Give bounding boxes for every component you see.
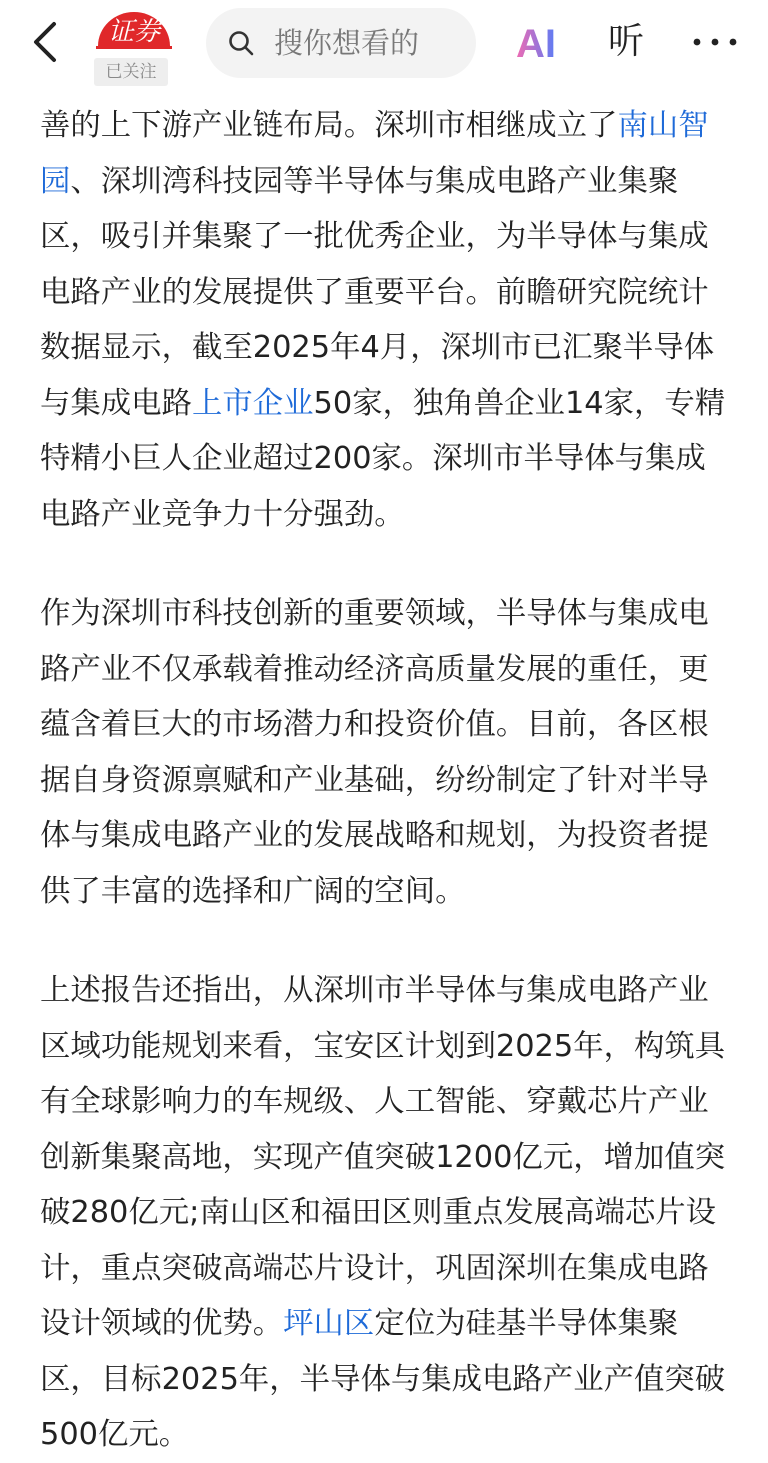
search-input[interactable] (206, 8, 476, 78)
listen-button[interactable]: 听 (607, 21, 644, 62)
follow-status-badge[interactable]: 已关注 (94, 58, 168, 86)
paragraph-text: 上述报告还指出，从深圳市半导体与集成电路产业区域功能规划来看，宝安区计划到2025年，构筑具有全球影响力的车规级、人工智能、穿戴芯片产业创新集聚高地，实现产值突破1200亿元，增加值突破280亿元;南山区和福田区则重点发展高端芯片设计，重点突破高端芯片设计，巩固深圳在集成电路设计领域的优势。 (40, 973, 726, 1341)
search-placeholder: 搜你想看的 (274, 26, 420, 60)
svg-text:证券: 证券 (107, 17, 161, 47)
search-icon (228, 30, 254, 56)
paragraph-text: 作为深圳市科技创新的重要领域，半导体与集成电路产业不仅承载着推动经济高质量发展的重任，更蕴含着巨大的市场潜力和投资价值。目前，各区根据自身资源禀赋和产业基础，纷纷制定了针对半导体与集成电路产业的发展战略和规划，为投资者提供了丰富的选择和广阔的空间。 (40, 596, 709, 909)
brand-logo[interactable] (94, 6, 174, 56)
back-button[interactable] (28, 20, 68, 64)
article-body (40, 98, 730, 1463)
more-options-button[interactable] (690, 24, 740, 60)
top-navigation-bar (0, 0, 768, 92)
ai-icon (516, 20, 564, 64)
svg-text:AI: AI (516, 22, 556, 64)
paragraph-text: 50家，独角兽企业14家，专精特精小巨人企业超过200家。深圳市半导体与集成电路产业竞争力十分强劲。 (40, 385, 726, 532)
more-dots-icon (690, 24, 740, 60)
link-nanshan-zhiyuan[interactable]: 南山智园 (40, 108, 709, 199)
paragraph-text: 善的上下游产业链布局。深圳市相继成立了 (40, 108, 618, 143)
article-paragraph-2 (40, 586, 730, 919)
link-listed-companies[interactable]: 上市企业 (191, 385, 314, 421)
back-arrow-icon (28, 20, 68, 64)
account-brand[interactable] (94, 6, 174, 82)
paragraph-text: 、深圳湾科技园等半导体与集成电路产业集聚区，吸引并集聚了一批优秀企业，为半导体与集成电路产业的发展提供了重要平台。前瞻研究院统计数据显示，截至2025年4月，深圳市已汇聚半导体与集成电路 (40, 163, 715, 421)
ai-assistant-button[interactable] (516, 20, 564, 64)
link-pingshan-district[interactable]: 坪山区 (283, 1306, 375, 1341)
article-paragraph-3 (40, 963, 730, 1463)
article-paragraph-1 (40, 98, 730, 542)
paragraph-text: 定位为硅基半导体集聚区，目标2025年，半导体与集成电路产业产值突破500亿元。 (40, 1306, 726, 1452)
